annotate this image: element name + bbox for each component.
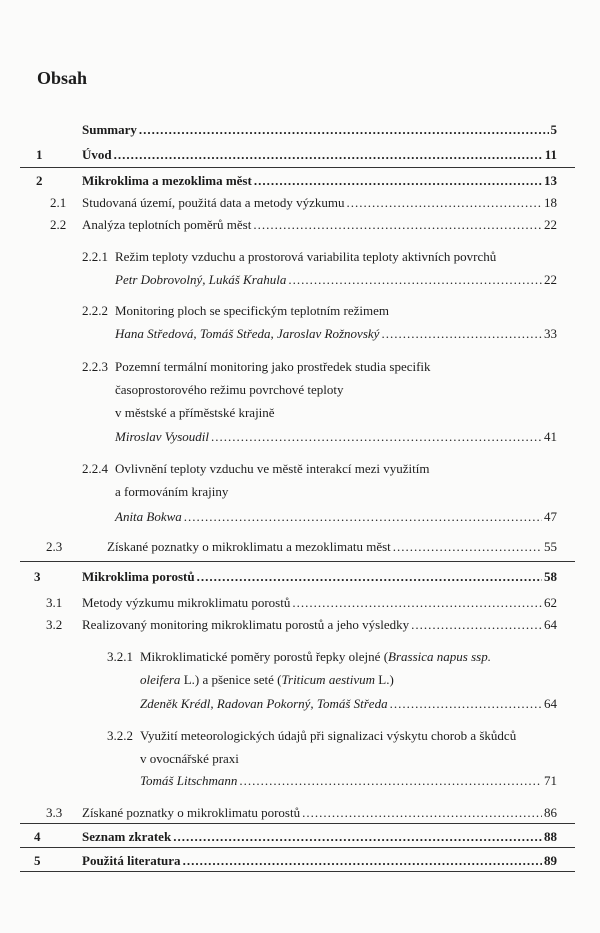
entry-title-line [140, 672, 394, 688]
entry-title: Použitá literatura [82, 853, 181, 868]
divider [20, 871, 575, 872]
entry-title-line: Využití meteorologických údajů při signalizaci výskytu chorob a škůdců [140, 728, 517, 743]
leader-dots [184, 509, 542, 525]
toc-entry-2-1-row[interactable] [82, 195, 557, 211]
entry-title: Mikroklima a mezoklima měst [82, 173, 252, 188]
divider [20, 847, 575, 848]
entry-authors: Miroslav Vysoudil [115, 429, 210, 444]
entry-number: 2 [36, 173, 43, 188]
leader-dots [302, 805, 542, 821]
entry-authors: Hana Středová, Tomáš Středa, Jaroslav Rožnovský [115, 326, 380, 341]
entry-page: 55 [544, 539, 557, 554]
entry-page: 47 [544, 509, 557, 524]
entry-page: 88 [544, 829, 557, 844]
entry-page: 18 [544, 195, 557, 210]
entry-title-line: časoprostorového režimu povrchové teploty [115, 382, 344, 397]
entry-page: 64 [544, 696, 557, 711]
species-name: Brassica napus ssp. [388, 649, 491, 664]
entry-number: 2.2.2 [82, 303, 108, 318]
entry-page: 41 [544, 429, 557, 444]
divider [20, 561, 575, 562]
entry-title: Seznam zkratek [82, 829, 172, 844]
toc-entry-2-2-1-authors-row[interactable] [115, 272, 557, 288]
species-name: Triticum aestivum [281, 672, 376, 687]
entry-number: 3.2.1 [107, 649, 133, 664]
entry-number: 2.2.3 [82, 359, 108, 374]
toc-entry-5-row[interactable] [82, 853, 557, 869]
entry-number: 2.1 [50, 195, 67, 210]
entry-number: 3.3 [46, 805, 63, 820]
title-text: L.) a pšenice seté ( [180, 672, 282, 687]
species-name: oleifera [140, 672, 181, 687]
title-text: Mikroklimatické poměry porostů řepky olejné ( [140, 649, 389, 664]
page-title: Obsah [37, 68, 88, 88]
entry-page: 58 [544, 569, 557, 584]
entry-title-line: Monitoring ploch se specifickým teplotním režimem [115, 303, 390, 318]
entry-page: 5 [550, 122, 557, 137]
entry-title: Získané poznatky o mikroklimatu a mezoklimatu měst [107, 539, 391, 554]
entry-number: 2.3 [46, 539, 63, 554]
entry-authors: Zdeněk Krédl, Radovan Pokorný, Tomáš Středa [140, 696, 388, 711]
entry-page: 89 [544, 853, 557, 868]
entry-number: 4 [34, 829, 41, 844]
toc-entry-2-2-3-authors-row[interactable] [115, 429, 557, 445]
toc-entry-3-row[interactable] [82, 569, 557, 585]
entry-authors: Anita Bokwa [115, 509, 182, 524]
toc-entry-3-2-1-authors-row[interactable] [140, 696, 557, 712]
entry-title-line: v ovocnářské praxi [140, 751, 239, 766]
entry-page: 71 [544, 773, 557, 788]
leader-dots [288, 272, 542, 288]
toc-entry-3-1-row[interactable] [82, 595, 557, 611]
entry-title: Úvod [82, 147, 112, 162]
leader-dots [254, 173, 542, 189]
leader-dots [173, 829, 542, 845]
entry-number: 3.1 [46, 595, 63, 610]
entry-title-line: Ovlivnění teploty vzduchu ve městě interakcí mezi využitím [115, 461, 430, 476]
divider [20, 167, 575, 168]
entry-title: Mikroklima porostů [82, 569, 195, 584]
toc-entry-3-3-row[interactable] [82, 805, 557, 821]
entry-number: 2.2.1 [82, 249, 108, 264]
entry-title-line: a formováním krajiny [115, 484, 229, 499]
entry-title: Realizovaný monitoring mikroklimatu porostů a jeho výsledky [82, 617, 410, 632]
leader-dots [253, 217, 542, 233]
leader-dots [381, 326, 542, 342]
entry-title-line [140, 649, 491, 665]
entry-title: Analýza teplotních poměrů měst [82, 217, 252, 232]
toc-entry-2-2-row[interactable] [82, 217, 557, 233]
leader-dots [114, 147, 543, 163]
leader-dots [346, 195, 542, 211]
entry-number: 3 [34, 569, 41, 584]
entry-number: 2.2 [50, 217, 67, 232]
entry-page: 64 [544, 617, 557, 632]
entry-title: Summary [82, 122, 137, 137]
entry-title: Studovaná území, použitá data a metody výzkumu [82, 195, 345, 210]
leader-dots [211, 429, 542, 445]
leader-dots [139, 122, 549, 138]
entry-page: 62 [544, 595, 557, 610]
toc-entry-2-3-row[interactable] [107, 539, 557, 555]
entry-title: Získané poznatky o mikroklimatu porostů [82, 805, 301, 820]
entry-page: 33 [544, 326, 557, 341]
toc-entry-2-2-4-authors-row[interactable] [115, 509, 557, 525]
entry-number: 1 [36, 147, 43, 162]
entry-title-line: Režim teploty vzduchu a prostorová variabilita teploty aktivních povrchů [115, 249, 497, 264]
entry-number: 3.2 [46, 617, 63, 632]
divider [20, 823, 575, 824]
toc-entry-summary[interactable] [82, 122, 557, 138]
title-text: L.) [375, 672, 394, 687]
entry-page: 22 [544, 272, 557, 287]
entry-authors: Tomáš Litschmann [140, 773, 238, 788]
entry-authors: Petr Dobrovolný, Lukáš Krahula [115, 272, 287, 287]
entry-page: 22 [544, 217, 557, 232]
entry-page: 86 [544, 805, 557, 820]
leader-dots [239, 773, 542, 789]
entry-page: 13 [544, 173, 557, 188]
toc-entry-1-row[interactable] [82, 147, 557, 163]
leader-dots [390, 696, 542, 712]
toc-entry-3-2-2-authors-row[interactable] [140, 773, 557, 789]
toc-entry-2-row[interactable] [82, 173, 557, 189]
leader-dots [183, 853, 542, 869]
leader-dots [292, 595, 542, 611]
entry-page: 11 [544, 147, 557, 162]
toc-entry-3-2-row[interactable] [82, 617, 557, 633]
toc-entry-2-2-2-authors-row[interactable] [115, 326, 557, 342]
leader-dots [197, 569, 542, 585]
leader-dots [393, 539, 542, 555]
entry-number: 5 [34, 853, 41, 868]
entry-title: Metody výzkumu mikroklimatu porostů [82, 595, 291, 610]
entry-number: 2.2.4 [82, 461, 108, 476]
entry-title-line: Pozemní termální monitoring jako prostředek studia specifik [115, 359, 431, 374]
toc-entry-4-row[interactable] [82, 829, 557, 845]
entry-number: 3.2.2 [107, 728, 133, 743]
entry-title-line: v městské a příměstské krajině [115, 405, 275, 420]
leader-dots [411, 617, 542, 633]
